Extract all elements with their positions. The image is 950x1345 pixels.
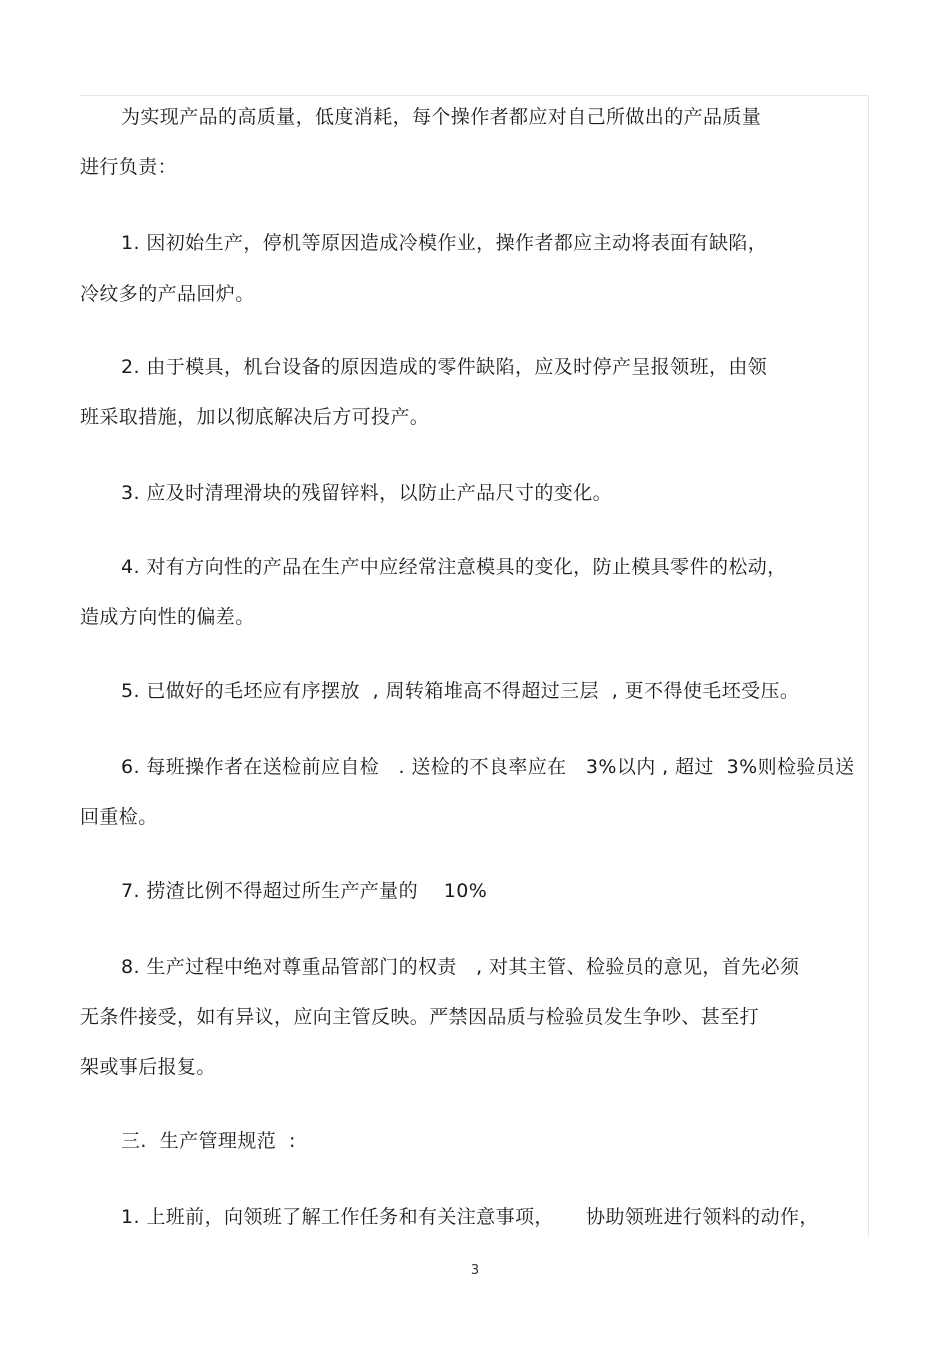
item-8-line-1: 8. 生产过程中绝对尊重品管部门的权责 , 对其主管、检验员的意见，首先必须 [121, 956, 800, 978]
page-frame-right [868, 95, 869, 1237]
paragraph-intro-line-2: 进行负责： [80, 156, 178, 178]
section-3-item-1-line-1: 1. 上班前，向领班了解工作任务和有关注意事项， 协助领班进行领料的动作， [121, 1206, 819, 1228]
paragraph-intro-line-1: 为实现产品的高质量，低度消耗，每个操作者都应对自己所做出的产品质量 [121, 106, 762, 128]
item-4-line-2: 造成方向性的偏差。 [80, 606, 255, 628]
section-3-heading: 三. 生产管理规范 : [121, 1130, 296, 1152]
item-5-line-1: 5. 已做好的毛坯应有序摆放 , 周转箱堆高不得超过三层 , 更不得使毛坯受压。 [121, 680, 800, 702]
item-2-line-1: 2. 由于模具，机台设备的原因造成的零件缺陷，应及时停产呈报领班，由领 [121, 356, 768, 378]
item-2-line-2: 班采取措施，加以彻底解决后方可投产。 [80, 406, 430, 428]
item-1-line-1: 1. 因初始生产，停机等原因造成冷模作业，操作者都应主动将表面有缺陷， [121, 232, 768, 254]
page-number: 3 [470, 1263, 480, 1278]
item-6-line-2: 回重检。 [80, 806, 158, 828]
item-1-line-2: 冷纹多的产品回炉。 [80, 283, 255, 305]
item-8-line-2: 无条件接受，如有异议，应向主管反映。严禁因品质与检验员发生争吵、甚至打 [80, 1006, 760, 1028]
item-8-line-3: 架或事后报复。 [80, 1056, 216, 1078]
item-3-line-1: 3. 应及时清理滑块的残留锌料，以防止产品尺寸的变化。 [121, 482, 612, 504]
item-4-line-1: 4. 对有方向性的产品在生产中应经常注意模具的变化，防止模具零件的松动， [121, 556, 787, 578]
page-frame-top [80, 95, 868, 96]
item-6-line-1: 6. 每班操作者在送检前应自检 . 送检的不良率应在 3%以内 , 超过 3%则检验员送 [121, 756, 855, 778]
item-7-line-1: 7. 捞渣比例不得超过所生产产量的 10% [121, 880, 488, 902]
